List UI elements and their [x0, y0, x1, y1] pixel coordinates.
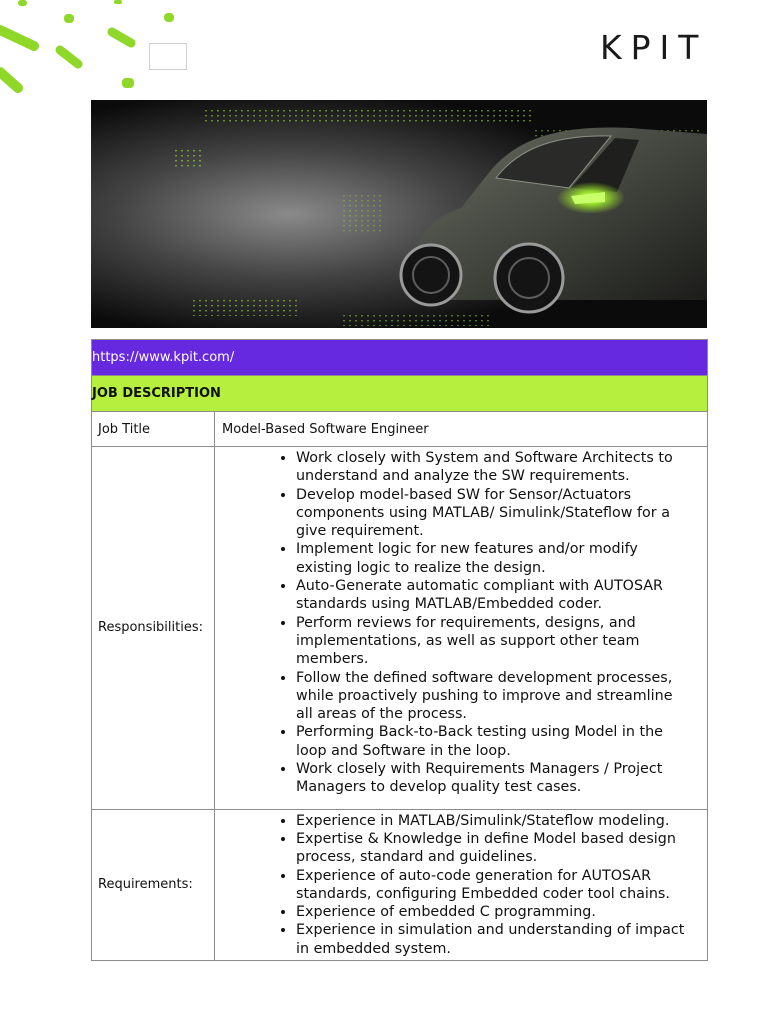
list-item: • Follow the defined software development processes, while proactively pushing to improve and streamline all areas of the process.: [296, 669, 686, 724]
requirements-label: Requirements:: [92, 809, 215, 960]
list-item: • Performing Back-to-Back testing using Model in the loop and Software in the loop.: [296, 723, 686, 760]
list-item: • Work closely with Requirements Managers / Project Managers to develop quality test cases.: [296, 760, 686, 797]
job-title-row: [92, 412, 708, 447]
company-url-link[interactable]: https://www.kpit.com/: [92, 340, 708, 376]
job-description-table: [91, 339, 708, 961]
list-item: • Work closely with System and Software Architects to understand and analyze the SW requirements.: [296, 449, 686, 486]
section-heading: JOB DESCRIPTION: [92, 376, 708, 412]
job-title-label: Job Title: [92, 412, 215, 447]
requirements-cell: [215, 809, 708, 960]
kpit-logo: KPIT: [600, 28, 708, 67]
section-heading-row: [92, 376, 708, 412]
blank-placeholder-box: [149, 43, 187, 70]
banner-image: [91, 100, 707, 328]
list-item: • Experience in simulation and understanding of impact in embedded system.: [296, 921, 686, 958]
requirements-list: [222, 812, 700, 958]
url-row: [92, 340, 708, 376]
list-item: • Auto-Generate automatic compliant with AUTOSAR standards using MATLAB/Embedded coder.: [296, 577, 686, 614]
list-item: • Implement logic for new features and/or modify existing logic to realize the design.: [296, 540, 686, 577]
list-item: • Experience of embedded C programming.: [296, 903, 686, 921]
responsibilities-row: [92, 447, 708, 810]
list-item: • Experience in MATLAB/Simulink/Stateflow modeling.: [296, 812, 686, 830]
requirements-row: [92, 809, 708, 960]
list-item: • Experience of auto-code generation for AUTOSAR standards, configuring Embedded coder tool chains.: [296, 867, 686, 904]
job-title-value: Model-Based Software Engineer: [215, 412, 708, 447]
responsibilities-label: Responsibilities:: [92, 447, 215, 810]
responsibilities-cell: [215, 447, 708, 810]
list-item: • Perform reviews for requirements, designs, and implementations, as well as support other team members.: [296, 614, 686, 669]
responsibilities-list: [222, 449, 700, 797]
list-item: • Develop model-based SW for Sensor/Actuators components using MATLAB/ Simulink/Stateflow for a give requirement.: [296, 486, 686, 541]
list-item: • Expertise & Knowledge in define Model based design process, standard and guidelines.: [296, 830, 686, 867]
